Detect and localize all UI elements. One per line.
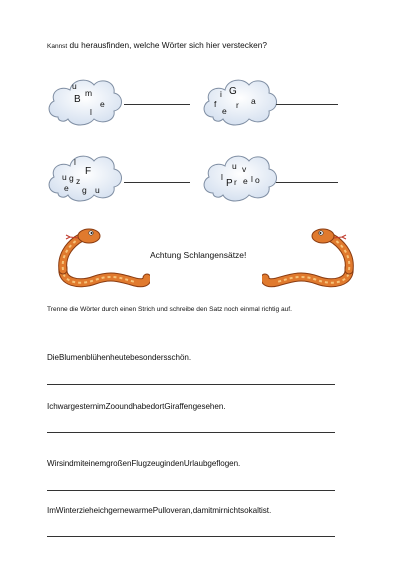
cloud-letter: r <box>234 177 237 187</box>
write-line-1[interactable] <box>47 384 335 385</box>
cloud-letter: u <box>95 185 100 195</box>
question-text: du herausfinden, welche Wörter sich hier verstecken? <box>67 40 267 50</box>
cloud-letter: G <box>229 86 237 97</box>
write-line-3[interactable] <box>47 490 335 491</box>
letter-cloud-3 <box>44 149 126 205</box>
instruction-text: Trenne die Wörter durch einen Strich und schreibe den Satz noch einmal richtig auf. <box>47 306 292 313</box>
cloud-letter: P <box>226 178 233 189</box>
cloud-letter: m <box>85 88 93 98</box>
snake-sentence-3: WirsindmiteinemgroßenFlugzeugindenUrlaubgeflogen. <box>47 459 241 468</box>
cloud-letter: o <box>255 175 260 185</box>
cloud-letter: v <box>242 164 247 174</box>
cloud-shape <box>199 73 281 129</box>
left-snake-illustration <box>55 222 150 292</box>
cloud-shape <box>199 149 281 205</box>
cloud-letter: B <box>74 94 81 105</box>
cloud-letter: r <box>236 100 239 110</box>
answer-line-2[interactable] <box>276 104 338 105</box>
cloud-letter: e <box>243 176 248 186</box>
cloud-letter: e <box>222 106 227 116</box>
cloud-letter: f <box>214 99 217 109</box>
cloud-letter: a <box>251 96 256 106</box>
answer-line-4[interactable] <box>276 182 338 183</box>
cloud-letter: l <box>74 157 76 167</box>
cloud-letter: l <box>90 107 92 117</box>
letter-cloud-2 <box>199 73 281 129</box>
cloud-letter: u <box>62 172 67 182</box>
right-snake-illustration <box>262 222 357 292</box>
write-line-4[interactable] <box>47 536 335 537</box>
slogan-heading: Achtung Schlangensätze! <box>150 250 247 260</box>
question-lead: Kannst <box>47 43 68 50</box>
task-question <box>47 40 267 50</box>
answer-line-1[interactable] <box>124 104 190 105</box>
cloud-shape <box>44 73 126 129</box>
cloud-letter: g <box>69 173 74 183</box>
cloud-letter: i <box>220 89 222 99</box>
cloud-shape <box>44 149 126 205</box>
cloud-letter: u <box>72 81 77 91</box>
cloud-letter: F <box>85 166 92 177</box>
cloud-letter: u <box>232 161 237 171</box>
snake-sentence-1: DieBlumenblühenheutebesondersschön. <box>47 353 192 362</box>
cloud-letter: e <box>100 99 105 109</box>
cloud-letter: z <box>76 176 81 186</box>
snake-sentence-2: IchwargesternimZooundhabedortGiraffengesehen. <box>47 402 226 411</box>
cloud-letter: e <box>64 183 69 193</box>
letter-cloud-4 <box>199 149 281 205</box>
answer-line-3[interactable] <box>124 182 190 183</box>
cloud-letter: l <box>221 172 223 182</box>
snake-sentence-4: ImWinterzieheichgernewarmePulloveran,damitmirnichtsokaltist. <box>47 506 272 515</box>
cloud-letter: l <box>251 174 253 184</box>
cloud-letter: g <box>82 185 87 195</box>
letter-cloud-1 <box>44 73 126 129</box>
write-line-2[interactable] <box>47 432 335 433</box>
